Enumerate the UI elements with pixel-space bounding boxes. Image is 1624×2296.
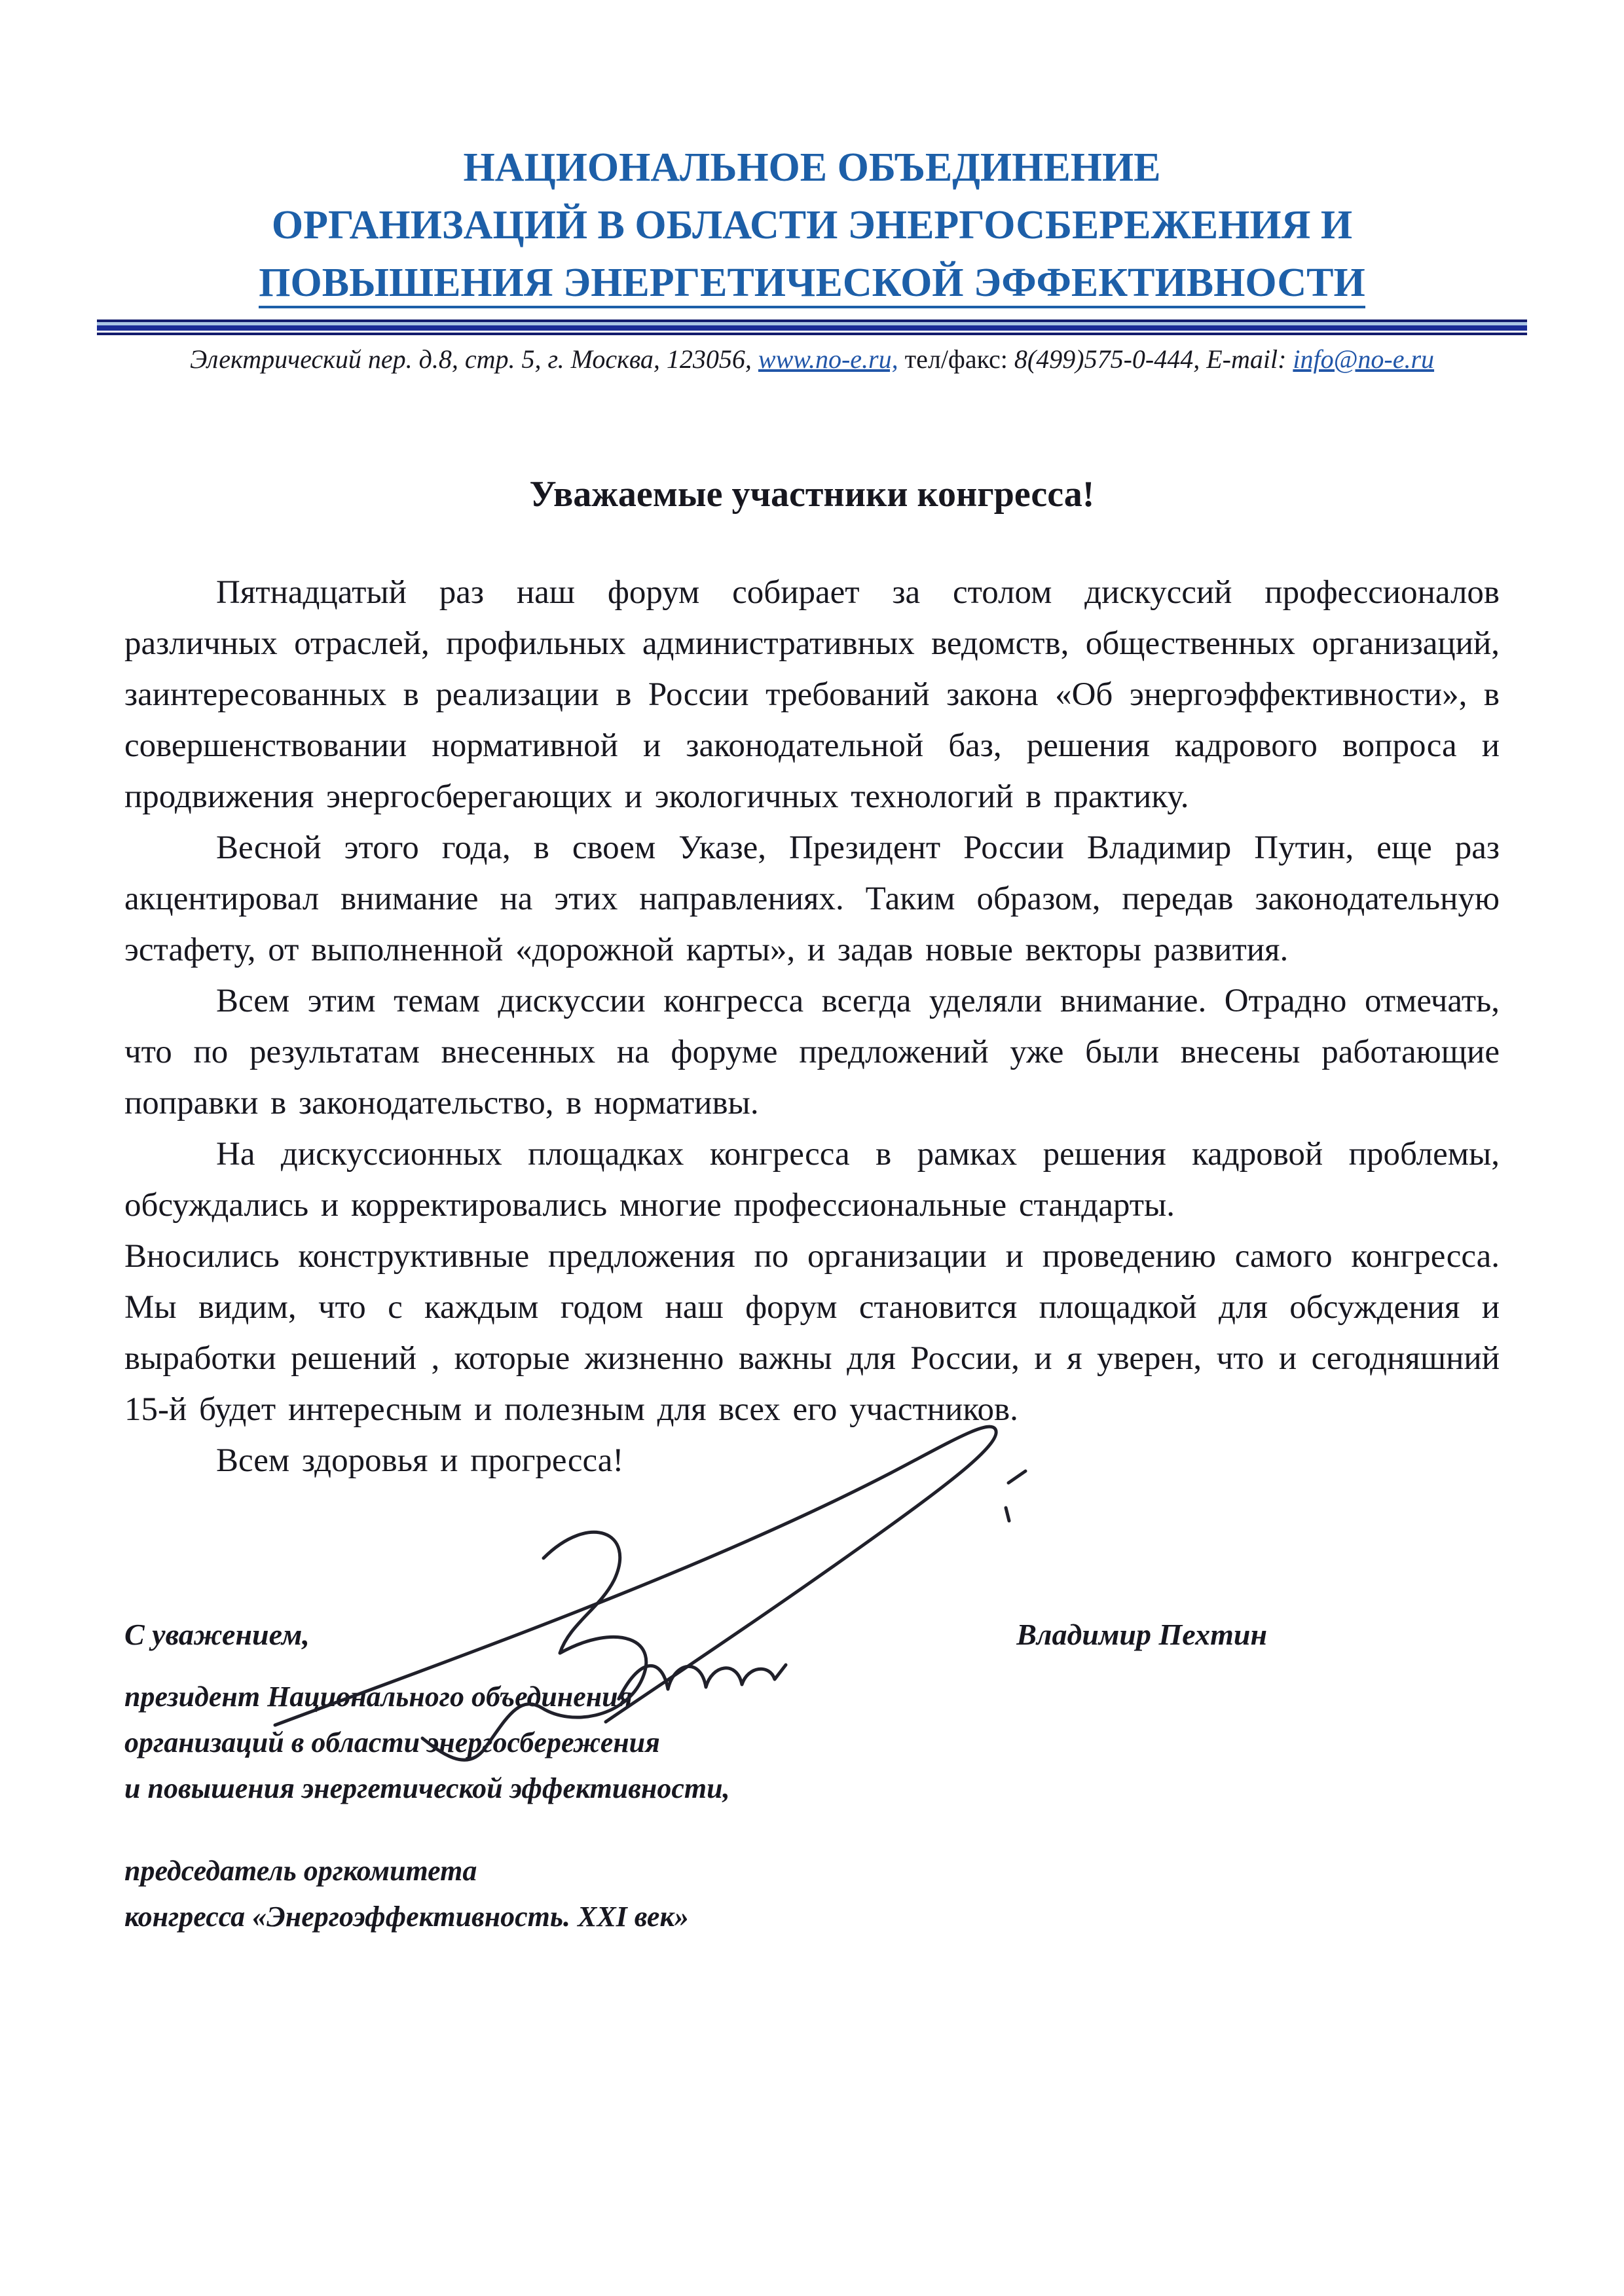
letterhead-rule (97, 319, 1527, 335)
paragraph-5: Вносились конструктивные предложения по организации и проведению самого конгресса. Мы видим, что с каждым годом наш форум становится площадкой для обсуждения и выработки решений , которые жизненно важны для России, и я уверен, что и сегодняшний 15-й будет интересным и полезным для всех его участников. (124, 1238, 1500, 1428)
signer-title-block (124, 1674, 1500, 1812)
signer-title-line-2: организаций в области энергосбережения (124, 1726, 660, 1758)
paragraph-4: На дискуссионных площадках конгресса в рамках решения кадровой проблемы, обсуждались и корректировались многие профессиональные стандарты. (124, 1136, 1500, 1224)
website-link[interactable]: www.no-e.ru, (758, 344, 898, 374)
email-label: E-mail: (1206, 344, 1293, 374)
paragraph-6: Всем здоровья и прогресса! (216, 1442, 624, 1479)
signer-title-block-2 (124, 1848, 1500, 1940)
signature-row (124, 1614, 1500, 1656)
paragraph-3: Всем этим темам дискуссии конгресса всегда уделяли внимание. Отрадно отмечать, что по результатам внесенных на форуме предложений уже были внесены работающие поправки в законодательство, в нормативы. (124, 983, 1500, 1121)
org-title-line-3: ПОВЫШЕНИЯ ЭНЕРГЕТИЧЕСКОЙ ЭФФЕКТИВНОСТИ (0, 254, 1624, 312)
signer-title-line-3: и повышения энергетической эффективности, (124, 1772, 730, 1804)
signer-name: Владимир Пехтин (1016, 1618, 1267, 1651)
contact-line (0, 342, 1624, 377)
org-title-line-1: НАЦИОНАЛЬНОЕ ОБЪЕДИНЕНИЕ (463, 145, 1161, 190)
address-text: Электрический пер. д.8, стр. 5, г. Москва, 123056, (189, 344, 758, 374)
org-title (0, 139, 1624, 312)
paragraph-2: Весной этого года, в своем Указе, Президент России Владимир Путин, еще раз акцентировал внимание на этих направлениях. Таким образом, передав законодательную эстафету, от выполненной «дорожной карты», и задав новые векторы развития. (124, 829, 1500, 968)
telfax-number: 8(499)575-0-444, (1014, 344, 1207, 374)
letter-body (124, 567, 1500, 1486)
salutation: Уважаемые участники конгресса! (529, 474, 1095, 515)
org-title-line-2: ОРГАНИЗАЦИЙ В ОБЛАСТИ ЭНЕРГОСБЕРЕЖЕНИЯ И (271, 203, 1353, 247)
email-link[interactable]: info@no-e.ru (1293, 344, 1435, 374)
signer-title2-line-2: конгресса «Энергоэффективность. XXI век» (124, 1901, 689, 1933)
signer-title-line-1: президент Национального объединения (124, 1681, 633, 1713)
signer-title2-line-1: председатель оргкомитета (124, 1855, 477, 1887)
rule-line-bottom (97, 333, 1527, 335)
paragraph-1: Пятнадцатый раз наш форум собирает за столом дискуссий профессионалов различных отраслей, профильных административных ведомств, общественных организаций, заинтересованных в реализации в России требований закона «Об энергоэффективности», в совершенствовании нормативной и законодательной баз, решения кадрового вопроса и продвижения энергосберегающих и экологичных технологий в практику. (124, 574, 1500, 815)
rule-line-middle (97, 325, 1527, 331)
regards-text: С уважением, (124, 1618, 310, 1651)
telfax-label: тел/факс: (898, 344, 1014, 374)
letterhead (0, 0, 1624, 377)
